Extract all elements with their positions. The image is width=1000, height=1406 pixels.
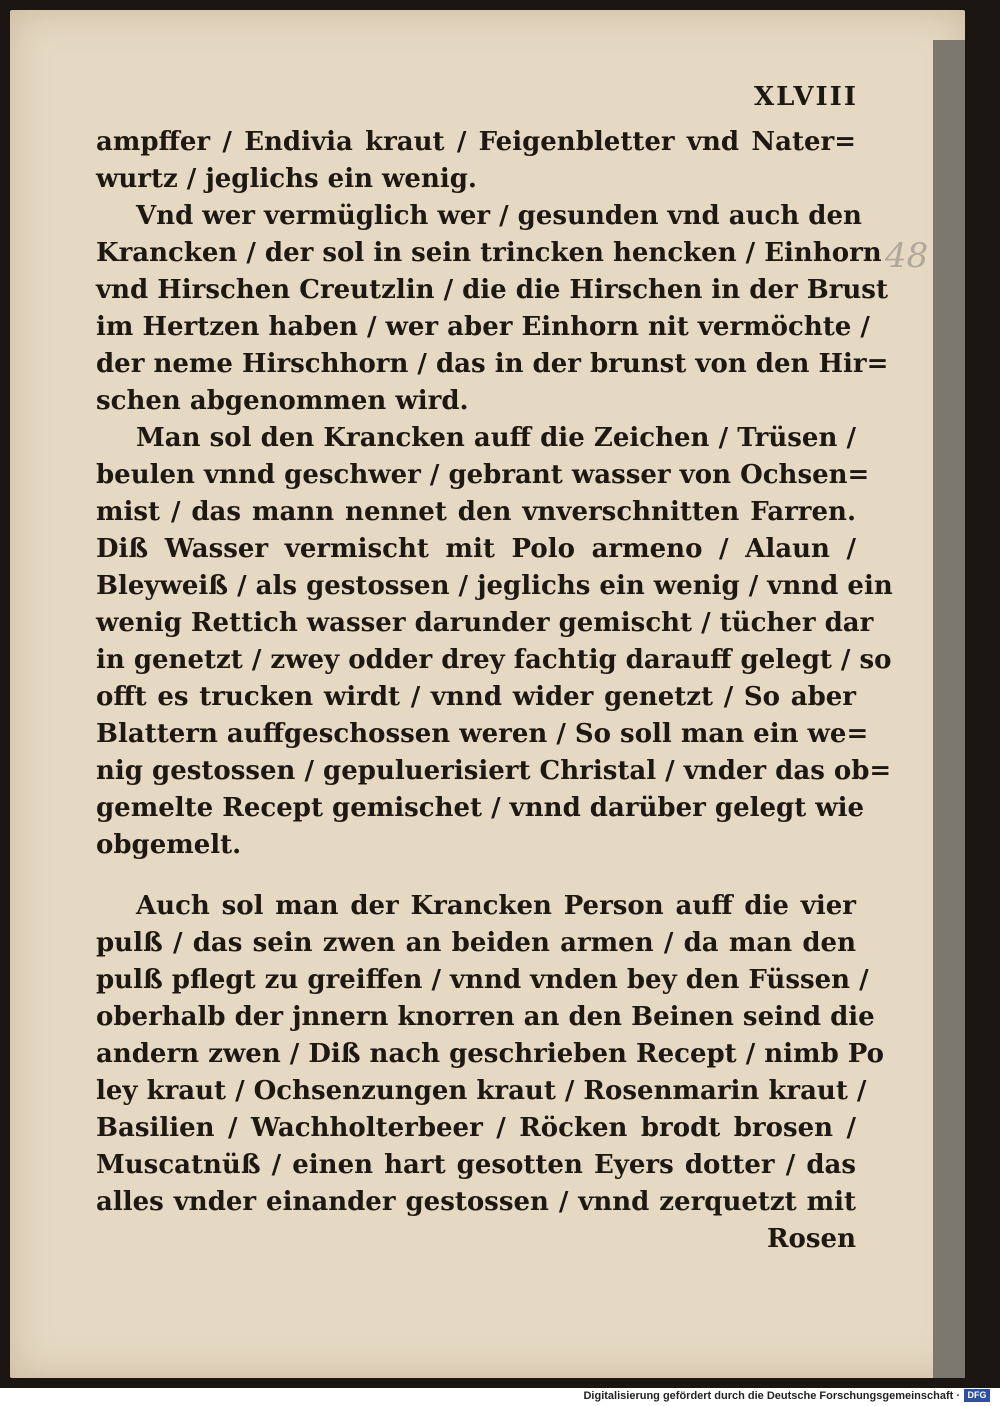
text-line: Blattern auffgeschossen weren / So soll man ein we= [96,719,869,749]
text-line: Basilien / Wachholterbeer / Röcken brodt brosen / [96,1113,856,1143]
text-line: pulß pflegt zu greiffen / vnnd vnden bey den Füssen / [96,965,869,995]
text-line: ampffer / Endivia kraut / Feigenbletter vnd Nater= [96,127,856,157]
dfg-logo: DFG [964,1389,990,1402]
catchword: Rosen [766,1224,856,1254]
page-edge [933,40,965,1378]
text-line: wurtz / jeglichs ein wenig. [96,164,477,194]
text-line: wenig Rettich wasser darunder gemischt / tücher dar [96,608,874,638]
text-line: Bleyweiß / als gestossen / jeglichs ein wenig / vnnd ein [96,571,893,601]
paragraph-gap [96,864,856,888]
text-line: Muscatnüß / einen hart gesotten Eyers dotter / das [96,1150,856,1180]
text-line: schen abgenommen wird. [96,386,469,416]
text-line: Auch sol man der Krancken Person auff die vier [136,891,856,921]
text-line: Man sol den Krancken auff die Zeichen / Trüsen / [136,423,856,453]
text-line: mist / das mann nennet den vnverschnitten Farren. [96,497,856,527]
text-line: vnd Hirschen Creutzlin / die die Hirschen in der Brust [96,275,888,305]
text-line: Krancken / der sol in sein trincken hencken / Einhorn [96,238,882,268]
text-line: Diß Wasser vermischt mit Polo armeno / Alaun / [96,534,856,564]
text-line: im Hertzen haben / wer aber Einhorn nit vermöchte / [96,312,870,342]
text-line: alles vnder einander gestossen / vnnd zerquetzt mit [96,1187,856,1217]
text-line: Vnd wer vermüglich wer / gesunden vnd auch den [136,201,862,231]
text-line: obgemelt. [96,830,242,860]
body-text [96,124,893,1258]
digitization-credit: Digitalisierung gefördert durch die Deutsche Forschungsgemeinschaft · [583,1390,960,1402]
text-line: offt es trucken wirdt / vnnd wider genetzt / So aber [96,682,856,712]
text-line: nig gestossen / gepuluerisiert Christal / vnder das ob= [96,756,892,786]
text-line: der neme Hirschhorn / das in der brunst von den Hir= [96,349,889,379]
text-line: oberhalb der jnnern knorren an den Beinen seind die [96,1002,875,1032]
text-line: andern zwen / Diß nach geschrieben Recept / nimb Po [96,1039,884,1069]
margin-note: 48 [885,236,929,276]
text-line: pulß / das sein zwen an beiden armen / da man den [96,928,856,958]
text-line: beulen vnnd geschwer / gebrant wasser von Ochsen= [96,460,870,490]
text-line: ley kraut / Ochsenzungen kraut / Rosenmarin kraut / [96,1076,867,1106]
text-line: in genetzt / zwey odder drey fachtig darauff gelegt / so [96,645,892,675]
folio-number: XLVIII [753,82,858,112]
text-line: gemelte Recept gemischet / vnnd darüber gelegt wie [96,793,865,823]
